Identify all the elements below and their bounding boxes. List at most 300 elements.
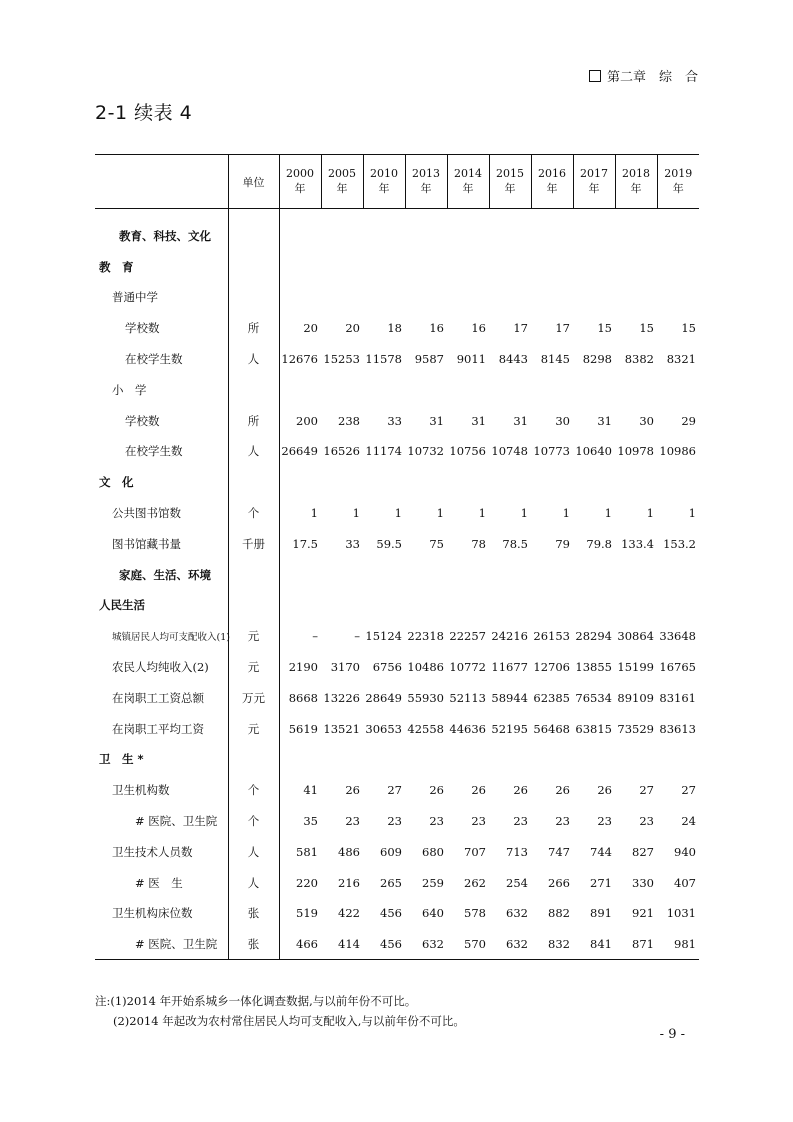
value-cell: 407 <box>674 875 696 890</box>
value-cell <box>615 251 657 282</box>
chapter-label: 第二章 综 合 <box>606 70 698 85</box>
row-unit <box>228 251 279 282</box>
value-cell: 133.4 <box>621 536 654 551</box>
value-cell <box>405 221 447 252</box>
value-cell: 16 <box>429 321 444 336</box>
table-row <box>95 498 699 529</box>
value-cell <box>531 590 573 621</box>
value-cell <box>531 559 573 590</box>
value-cell: 3170 <box>330 660 360 675</box>
page-title: 2-1 续表 4 <box>95 102 193 124</box>
value-cell <box>531 251 573 282</box>
value-cell <box>657 251 699 282</box>
value-cell <box>489 559 531 590</box>
value-cell: 414 <box>321 929 363 960</box>
value-cell: 26 <box>429 783 444 798</box>
value-cell: 33 <box>345 536 360 551</box>
value-cell: 23 <box>471 814 486 829</box>
value-cell: 1 <box>478 506 486 521</box>
row-unit <box>228 221 279 252</box>
value-cell <box>279 282 321 313</box>
value-cell: 271 <box>590 875 612 890</box>
row-unit: 所 <box>228 313 279 344</box>
table-row <box>95 221 699 252</box>
value-cell: 8668 <box>288 690 318 705</box>
year-header-cell: 2000 年 <box>279 155 321 209</box>
row-label: 在校学生数 <box>125 444 183 459</box>
value-cell: 52195 <box>491 721 528 736</box>
row-label: 卫生机构床位数 <box>112 906 193 921</box>
value-cell: 30 <box>555 413 570 428</box>
value-cell <box>447 374 489 405</box>
table-header-row <box>95 155 699 209</box>
value-cell <box>279 744 321 775</box>
value-cell <box>573 282 615 313</box>
value-cell <box>573 221 615 252</box>
value-cell <box>657 221 699 252</box>
row-unit: 个 <box>228 775 279 806</box>
value-cell <box>615 221 657 252</box>
value-cell: 20 <box>345 321 360 336</box>
value-cell: 23 <box>555 814 570 829</box>
value-cell: 882 <box>548 906 570 921</box>
value-cell: 10986 <box>659 444 696 459</box>
row-label: 城镇居民人均可支配收入(1) <box>112 632 230 644</box>
table-row <box>95 251 699 282</box>
value-cell: 330 <box>632 875 654 890</box>
value-cell: 1 <box>436 506 444 521</box>
value-cell: 10772 <box>449 660 486 675</box>
value-cell <box>447 744 489 775</box>
value-cell: 18 <box>387 321 402 336</box>
value-cell: 20 <box>303 321 318 336</box>
value-cell: 44636 <box>449 721 486 736</box>
value-cell: 254 <box>506 875 528 890</box>
value-cell <box>489 467 531 498</box>
value-cell: 17 <box>555 321 570 336</box>
value-cell: 26 <box>555 783 570 798</box>
value-cell: 79 <box>555 536 570 551</box>
value-cell <box>657 590 699 621</box>
value-cell: 33648 <box>659 629 696 644</box>
table-row <box>95 898 699 929</box>
value-cell <box>447 559 489 590</box>
value-cell <box>573 374 615 405</box>
value-cell: – <box>354 629 360 644</box>
value-cell: 11677 <box>491 660 528 675</box>
value-cell: 28649 <box>365 690 402 705</box>
value-cell: 62385 <box>533 690 570 705</box>
value-cell <box>573 251 615 282</box>
value-cell: 33 <box>387 413 402 428</box>
value-cell <box>447 467 489 498</box>
value-cell: 940 <box>674 844 696 859</box>
table-row <box>95 559 699 590</box>
value-cell: 15 <box>681 321 696 336</box>
table-row <box>95 652 699 683</box>
value-cell <box>363 251 405 282</box>
row-label: 在岗职工工资总额 <box>112 690 204 705</box>
value-cell: 8443 <box>498 352 528 367</box>
value-cell <box>531 282 573 313</box>
value-cell: 28294 <box>575 629 612 644</box>
value-cell: 35 <box>303 814 318 829</box>
value-cell: 456 <box>380 906 402 921</box>
value-cell: 26 <box>597 783 612 798</box>
row-label: 卫 生 * <box>99 752 144 767</box>
value-cell: 632 <box>489 929 531 960</box>
value-cell: 422 <box>338 906 360 921</box>
value-cell: 78 <box>471 536 486 551</box>
value-cell: 27 <box>681 783 696 798</box>
row-unit: 人 <box>228 867 279 898</box>
value-cell <box>573 559 615 590</box>
value-cell: 747 <box>548 844 570 859</box>
value-cell: 266 <box>548 875 570 890</box>
row-label: 普通中学 <box>112 290 158 305</box>
row-label: # 医 生 <box>135 875 183 890</box>
value-cell: 10756 <box>449 444 486 459</box>
value-cell: 8298 <box>582 352 612 367</box>
value-cell: 11174 <box>365 444 402 459</box>
value-cell <box>447 590 489 621</box>
row-unit: 人 <box>228 436 279 467</box>
spacer-row <box>95 209 699 221</box>
value-cell: 29 <box>681 413 696 428</box>
value-cell <box>657 559 699 590</box>
value-cell: 1 <box>646 506 654 521</box>
row-unit: 个 <box>228 498 279 529</box>
row-unit: 元 <box>228 713 279 744</box>
value-cell: 12676 <box>281 352 318 367</box>
value-cell <box>447 221 489 252</box>
value-cell: 26 <box>345 783 360 798</box>
row-unit: 元 <box>228 621 279 652</box>
value-cell: 26649 <box>281 444 318 459</box>
value-cell <box>531 467 573 498</box>
page-number: - 9 - <box>659 1027 685 1042</box>
value-cell: 17.5 <box>292 536 318 551</box>
value-cell: 59.5 <box>376 536 402 551</box>
value-cell: 30 <box>639 413 654 428</box>
value-cell: 1 <box>394 506 402 521</box>
value-cell <box>573 467 615 498</box>
row-unit <box>228 374 279 405</box>
year-header-cell: 2010 年 <box>363 155 405 209</box>
value-cell: 31 <box>597 413 612 428</box>
value-cell: 10732 <box>407 444 444 459</box>
row-label: 文 化 <box>99 475 134 490</box>
value-cell <box>405 282 447 313</box>
value-cell: 632 <box>405 929 447 960</box>
value-cell: 891 <box>590 906 612 921</box>
table-body <box>95 209 699 960</box>
value-cell <box>531 221 573 252</box>
row-label: 农民人均纯收入(2) <box>112 660 209 675</box>
value-cell <box>657 744 699 775</box>
value-cell: 832 <box>531 929 573 960</box>
value-cell: 578 <box>464 906 486 921</box>
table-row <box>95 313 699 344</box>
row-label: # 医院、卫生院 <box>135 814 218 829</box>
value-cell <box>405 559 447 590</box>
value-cell: 8321 <box>666 352 696 367</box>
row-unit: 人 <box>228 344 279 375</box>
row-unit: 千册 <box>228 528 279 559</box>
table-row <box>95 374 699 405</box>
value-cell: 10773 <box>533 444 570 459</box>
value-cell: 519 <box>296 906 318 921</box>
value-cell <box>405 374 447 405</box>
table-row <box>95 621 699 652</box>
value-cell: 238 <box>338 413 360 428</box>
value-cell <box>321 221 363 252</box>
chapter-header <box>589 66 698 85</box>
value-cell: 10640 <box>575 444 612 459</box>
row-label: 图书馆藏书量 <box>112 536 181 551</box>
value-cell: 581 <box>296 844 318 859</box>
table-row <box>95 713 699 744</box>
value-cell: 6756 <box>372 660 402 675</box>
value-cell: 24216 <box>491 629 528 644</box>
table-row <box>95 405 699 436</box>
year-header-cell: 2015 年 <box>489 155 531 209</box>
row-label: 公共图书馆数 <box>112 506 181 521</box>
value-cell: 30864 <box>617 629 654 644</box>
value-cell <box>321 744 363 775</box>
value-cell: 13226 <box>323 690 360 705</box>
year-header-cell: 2014 年 <box>447 155 489 209</box>
value-cell: 13855 <box>575 660 612 675</box>
value-cell: 23 <box>639 814 654 829</box>
value-cell <box>657 467 699 498</box>
value-cell <box>489 282 531 313</box>
value-cell: 26 <box>471 783 486 798</box>
table-row <box>95 590 699 621</box>
row-label: 学校数 <box>125 321 160 336</box>
value-cell <box>279 221 321 252</box>
value-cell: 22318 <box>407 629 444 644</box>
value-cell <box>531 374 573 405</box>
value-cell: 13521 <box>323 721 360 736</box>
table-row <box>95 775 699 806</box>
value-cell: 63815 <box>575 721 612 736</box>
value-cell: 23 <box>345 814 360 829</box>
value-cell: 27 <box>387 783 402 798</box>
value-cell: 15124 <box>365 629 402 644</box>
value-cell: 707 <box>464 844 486 859</box>
value-cell: 22257 <box>449 629 486 644</box>
value-cell <box>279 467 321 498</box>
value-cell <box>615 374 657 405</box>
value-cell: 23 <box>387 814 402 829</box>
value-cell: 9587 <box>414 352 444 367</box>
value-cell <box>489 744 531 775</box>
value-cell <box>615 282 657 313</box>
row-unit <box>228 559 279 590</box>
footnote-2: (2)2014 年起改为农村常住居民人均可支配收入,与以前年份不可比。 <box>113 1014 465 1028</box>
value-cell: 640 <box>422 906 444 921</box>
value-cell: – <box>312 629 318 644</box>
value-cell: 31 <box>429 413 444 428</box>
value-cell: 41 <box>303 783 318 798</box>
row-unit: 万元 <box>228 682 279 713</box>
value-cell: 75 <box>429 536 444 551</box>
value-cell: 871 <box>615 929 657 960</box>
table-row <box>95 806 699 837</box>
value-cell <box>405 251 447 282</box>
value-cell: 17 <box>513 321 528 336</box>
value-cell <box>531 744 573 775</box>
value-cell <box>279 251 321 282</box>
value-cell: 23 <box>429 814 444 829</box>
row-unit: 元 <box>228 652 279 683</box>
table-row <box>95 436 699 467</box>
year-header-cell: 2013 年 <box>405 155 447 209</box>
row-unit <box>228 467 279 498</box>
table-row <box>95 682 699 713</box>
value-cell: 609 <box>380 844 402 859</box>
value-cell <box>363 282 405 313</box>
value-cell: 23 <box>513 814 528 829</box>
value-cell: 16526 <box>323 444 360 459</box>
header-label-cell <box>95 155 228 209</box>
row-label: 在校学生数 <box>125 352 183 367</box>
value-cell: 2190 <box>288 660 318 675</box>
value-cell <box>573 744 615 775</box>
value-cell: 8145 <box>540 352 570 367</box>
value-cell: 632 <box>506 906 528 921</box>
value-cell: 9011 <box>456 352 486 367</box>
value-cell: 841 <box>573 929 615 960</box>
year-header-cell: 2017 年 <box>573 155 615 209</box>
value-cell: 200 <box>296 413 318 428</box>
value-cell: 1 <box>520 506 528 521</box>
value-cell: 56468 <box>533 721 570 736</box>
row-label: 小 学 <box>112 382 147 397</box>
value-cell <box>489 590 531 621</box>
statistics-table <box>95 154 699 960</box>
value-cell: 58944 <box>491 690 528 705</box>
value-cell <box>447 282 489 313</box>
value-cell: 16 <box>471 321 486 336</box>
value-cell <box>363 374 405 405</box>
value-cell: 10748 <box>491 444 528 459</box>
value-cell: 89109 <box>617 690 654 705</box>
table-row <box>95 344 699 375</box>
value-cell <box>321 590 363 621</box>
value-cell: 31 <box>471 413 486 428</box>
value-cell: 265 <box>380 875 402 890</box>
row-label: 教 育 <box>99 259 134 274</box>
value-cell: 15 <box>639 321 654 336</box>
footnote-1: 注:(1)2014 年开始系城乡一体化调查数据,与以前年份不可比。 <box>95 994 417 1008</box>
table-row <box>95 282 699 313</box>
value-cell: 31 <box>513 413 528 428</box>
value-cell: 78.5 <box>502 536 528 551</box>
value-cell: 1 <box>688 506 696 521</box>
value-cell: 52113 <box>449 690 486 705</box>
value-cell <box>279 590 321 621</box>
value-cell: 466 <box>279 929 321 960</box>
value-cell: 220 <box>296 875 318 890</box>
value-cell <box>321 251 363 282</box>
value-cell: 15199 <box>617 660 654 675</box>
value-cell <box>489 374 531 405</box>
value-cell: 16765 <box>659 660 696 675</box>
value-cell <box>321 467 363 498</box>
value-cell <box>657 374 699 405</box>
value-cell: 79.8 <box>586 536 612 551</box>
value-cell: 1 <box>310 506 318 521</box>
value-cell: 153.2 <box>663 536 696 551</box>
value-cell: 15 <box>597 321 612 336</box>
table-row <box>95 528 699 559</box>
value-cell <box>363 221 405 252</box>
value-cell: 921 <box>632 906 654 921</box>
row-unit: 人 <box>228 836 279 867</box>
row-unit: 张 <box>228 929 279 960</box>
value-cell <box>405 467 447 498</box>
value-cell <box>321 282 363 313</box>
value-cell <box>363 467 405 498</box>
value-cell: 83161 <box>659 690 696 705</box>
value-cell: 15253 <box>323 352 360 367</box>
value-cell: 30653 <box>365 721 402 736</box>
value-cell <box>615 590 657 621</box>
row-label: # 医院、卫生院 <box>95 929 228 960</box>
value-cell <box>405 590 447 621</box>
table-row <box>95 867 699 898</box>
row-label: 家庭、生活、环境 <box>119 567 211 582</box>
value-cell: 1 <box>562 506 570 521</box>
value-cell: 5619 <box>288 721 318 736</box>
row-label: 人民生活 <box>99 598 145 613</box>
value-cell: 8382 <box>624 352 654 367</box>
value-cell: 1031 <box>666 906 696 921</box>
value-cell: 26153 <box>533 629 570 644</box>
value-cell: 1 <box>352 506 360 521</box>
value-cell: 12706 <box>533 660 570 675</box>
value-cell: 55930 <box>407 690 444 705</box>
year-header-cell: 2016 年 <box>531 155 573 209</box>
row-unit: 张 <box>228 898 279 929</box>
value-cell <box>447 251 489 282</box>
value-cell <box>489 251 531 282</box>
row-unit <box>228 590 279 621</box>
value-cell <box>363 744 405 775</box>
value-cell: 42558 <box>407 721 444 736</box>
value-cell <box>321 559 363 590</box>
value-cell: 1 <box>604 506 612 521</box>
value-cell: 259 <box>422 875 444 890</box>
row-unit: 个 <box>228 806 279 837</box>
value-cell <box>615 744 657 775</box>
square-box-icon <box>589 70 601 82</box>
value-cell: 10486 <box>407 660 444 675</box>
value-cell <box>489 221 531 252</box>
value-cell: 76534 <box>575 690 612 705</box>
value-cell <box>615 559 657 590</box>
value-cell <box>615 467 657 498</box>
row-label: 卫生技术人员数 <box>112 844 193 859</box>
value-cell: 73529 <box>617 721 654 736</box>
table-row <box>95 744 699 775</box>
value-cell <box>279 374 321 405</box>
table-row <box>95 929 699 960</box>
row-unit: 所 <box>228 405 279 436</box>
value-cell: 713 <box>506 844 528 859</box>
